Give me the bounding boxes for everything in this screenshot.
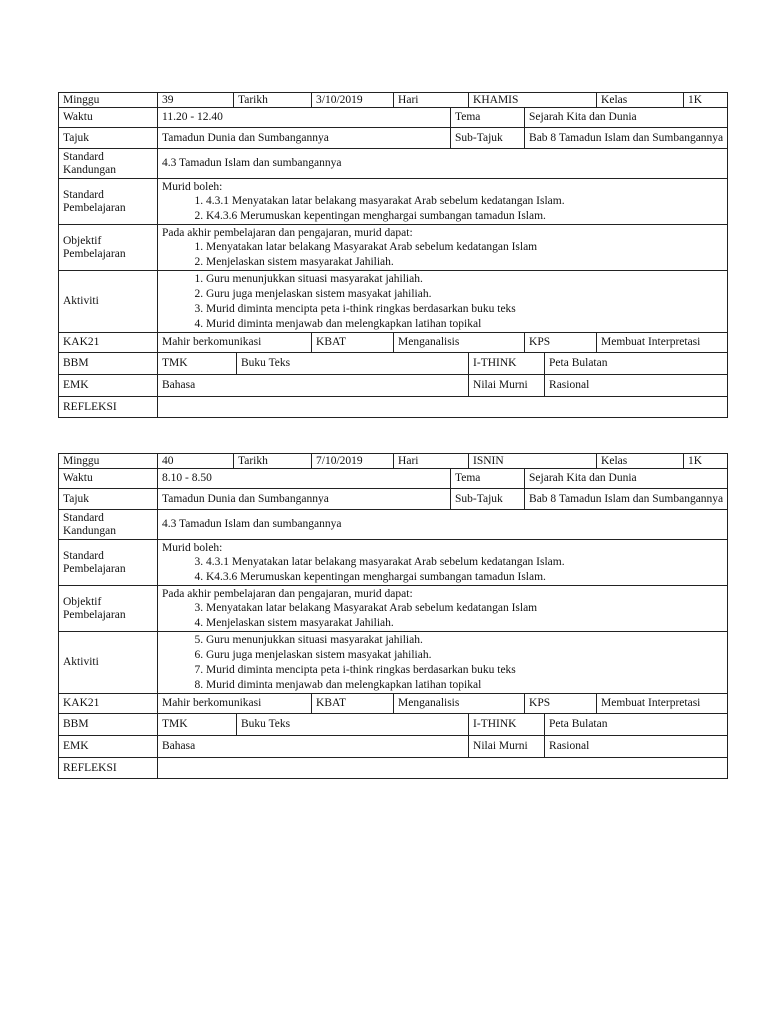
lesson-plan-table [58,453,728,779]
tema-label: Tema [451,469,525,489]
standard-kandungan-row [59,510,728,540]
emk-label: EMK [59,736,158,758]
sp-intro: Murid boleh: [162,181,223,193]
emk-row [59,375,728,397]
emk-value: Bahasa [158,375,469,397]
tmk-value: Buku Teks [237,353,469,375]
list-item: 1. Menyatakan latar belakang Masyarakat Arab sebelum kedatangan Islam [206,240,723,255]
objektif-row [59,586,728,632]
standard-pembelajaran-label [59,179,158,225]
objektif-intro: Pada akhir pembelajaran dan pengajaran, murid dapat: [162,588,413,600]
subtajuk-label: Sub-Tajuk [451,489,525,510]
aktiviti-value [158,632,728,694]
standard-pembelajaran-row [59,179,728,225]
label-line: Pembelajaran [63,247,126,260]
standard-pembelajaran-label [59,540,158,586]
bbm-row [59,714,728,736]
kelas-label: Kelas [597,93,684,108]
waktu-label: Waktu [59,108,158,128]
tema-value: Sejarah Kita dan Dunia [525,108,728,128]
waktu-label: Waktu [59,469,158,489]
ithink-value: Peta Bulatan [545,714,728,736]
refleksi-label: REFLEKSI [59,397,158,418]
kak21-row [59,333,728,353]
tarikh-label: Tarikh [234,454,312,469]
tajuk-label: Tajuk [59,489,158,510]
emk-value: Bahasa [158,736,469,758]
standard-pembelajaran-value [158,179,728,225]
standard-kandungan-label [59,149,158,179]
aktiviti-row [59,271,728,333]
waktu-row [59,469,728,489]
tajuk-value: Tamadun Dunia dan Sumbangannya [158,128,451,149]
list-item: 2. Guru juga menjelaskan sistem masyakat jahiliah. [206,287,723,302]
aktiviti-row [59,632,728,694]
lesson-plan-table [58,92,728,418]
bbm-label: BBM [59,714,158,736]
hari-label: Hari [394,454,469,469]
kps-value: Membuat Interpretasi [597,333,728,353]
bbm-row [59,353,728,375]
refleksi-row [59,397,728,418]
objektif-row [59,225,728,271]
minggu-label: Minggu [59,93,158,108]
list-item: 3. Murid diminta mencipta peta i-think ringkas berdasarkan buku teks [206,302,723,317]
kelas-value: 1K [684,93,728,108]
list-item: 3. Menyatakan latar belakang Masyarakat Arab sebelum kedatangan Islam [206,601,723,616]
hari-label: Hari [394,93,469,108]
header-row [59,454,728,469]
aktiviti-list [162,272,723,332]
ithink-label: I-THINK [469,714,545,736]
list-item: 3. 4.3.1 Menyatakan latar belakang masyarakat Arab sebelum kedatangan Islam. [206,555,723,570]
nilai-value: Rasional [545,375,728,397]
label-line: Pembelajaran [63,608,126,621]
tajuk-value: Tamadun Dunia dan Sumbangannya [158,489,451,510]
list-item: 1. Guru menunjukkan situasi masyarakat jahiliah. [206,272,723,287]
objektif-list [162,240,723,270]
aktiviti-label: Aktiviti [59,632,158,694]
kps-value: Membuat Interpretasi [597,694,728,714]
sp-list [162,194,723,224]
hari-value: KHAMIS [469,93,597,108]
waktu-value: 8.10 - 8.50 [158,469,451,489]
objektif-label [59,225,158,271]
waktu-value: 11.20 - 12.40 [158,108,451,128]
objektif-value [158,586,728,632]
tajuk-label: Tajuk [59,128,158,149]
minggu-label: Minggu [59,454,158,469]
list-item: 2. K4.3.6 Merumuskan kepentingan menghargai sumbangan tamadun Islam. [206,209,723,224]
label-line: Standard [63,188,104,201]
tajuk-row [59,128,728,149]
subtajuk-value: Bab 8 Tamadun Islam dan Sumbangannya [525,128,728,149]
tarikh-value: 7/10/2019 [312,454,394,469]
list-item: 1. 4.3.1 Menyatakan latar belakang masyarakat Arab sebelum kedatangan Islam. [206,194,723,209]
kak21-label: KAK21 [59,694,158,714]
label-line: Pembelajaran [63,562,126,575]
kps-label: KPS [525,694,597,714]
refleksi-value[interactable] [158,758,728,779]
tmk-value: Buku Teks [237,714,469,736]
list-item: 4. Murid diminta menjawab dan melengkapkan latihan topikal [206,317,723,332]
header-row [59,93,728,108]
emk-label: EMK [59,375,158,397]
subtajuk-label: Sub-Tajuk [451,128,525,149]
list-item: 7. Murid diminta mencipta peta i-think ringkas berdasarkan buku teks [206,663,723,678]
refleksi-row [59,758,728,779]
tema-value: Sejarah Kita dan Dunia [525,469,728,489]
list-item: 4. Menjelaskan sistem masyarakat Jahiliah. [206,616,723,631]
list-item: 2. Menjelaskan sistem masyarakat Jahiliah. [206,255,723,270]
list-item: 4. K4.3.6 Merumuskan kepentingan menghargai sumbangan tamadun Islam. [206,570,723,585]
standard-kandungan-value: 4.3 Tamadun Islam dan sumbangannya [158,149,728,179]
standard-pembelajaran-value [158,540,728,586]
label-line: Kandungan [63,524,117,537]
kbat-value: Menganalisis [394,333,525,353]
subtajuk-value: Bab 8 Tamadun Islam dan Sumbangannya [525,489,728,510]
kak21-label: KAK21 [59,333,158,353]
tajuk-row [59,489,728,510]
aktiviti-label: Aktiviti [59,271,158,333]
minggu-value: 39 [158,93,234,108]
tema-label: Tema [451,108,525,128]
nilai-label: Nilai Murni [469,736,545,758]
label-line: Standard [63,549,104,562]
objektif-label [59,586,158,632]
label-line: Pembelajaran [63,201,126,214]
standard-pembelajaran-row [59,540,728,586]
tarikh-label: Tarikh [234,93,312,108]
list-item: 6. Guru juga menjelaskan sistem masyakat jahiliah. [206,648,723,663]
kelas-value: 1K [684,454,728,469]
aktiviti-list [162,633,723,693]
standard-kandungan-value: 4.3 Tamadun Islam dan sumbangannya [158,510,728,540]
sp-list [162,555,723,585]
tarikh-value: 3/10/2019 [312,93,394,108]
kbat-label: KBAT [312,333,394,353]
refleksi-label: REFLEKSI [59,758,158,779]
minggu-value: 40 [158,454,234,469]
kak21-value: Mahir berkomunikasi [158,694,312,714]
bbm-label: BBM [59,353,158,375]
tmk-label: TMK [158,353,237,375]
refleksi-value[interactable] [158,397,728,418]
objektif-list [162,601,723,631]
nilai-label: Nilai Murni [469,375,545,397]
label-line: Standard [63,511,104,524]
label-line: Objektif [63,595,102,608]
waktu-row [59,108,728,128]
list-item: 8. Murid diminta menjawab dan melengkapkan latihan topikal [206,678,723,693]
ithink-label: I-THINK [469,353,545,375]
hari-value: ISNIN [469,454,597,469]
standard-kandungan-row [59,149,728,179]
emk-row [59,736,728,758]
standard-kandungan-label [59,510,158,540]
objektif-value [158,225,728,271]
label-line: Kandungan [63,163,117,176]
kbat-value: Menganalisis [394,694,525,714]
label-line: Objektif [63,234,102,247]
kps-label: KPS [525,333,597,353]
kak21-value: Mahir berkomunikasi [158,333,312,353]
kak21-row [59,694,728,714]
kelas-label: Kelas [597,454,684,469]
sp-intro: Murid boleh: [162,542,223,554]
aktiviti-value [158,271,728,333]
nilai-value: Rasional [545,736,728,758]
kbat-label: KBAT [312,694,394,714]
list-item: 5. Guru menunjukkan situasi masyarakat jahiliah. [206,633,723,648]
ithink-value: Peta Bulatan [545,353,728,375]
tmk-label: TMK [158,714,237,736]
label-line: Standard [63,150,104,163]
objektif-intro: Pada akhir pembelajaran dan pengajaran, murid dapat: [162,227,413,239]
